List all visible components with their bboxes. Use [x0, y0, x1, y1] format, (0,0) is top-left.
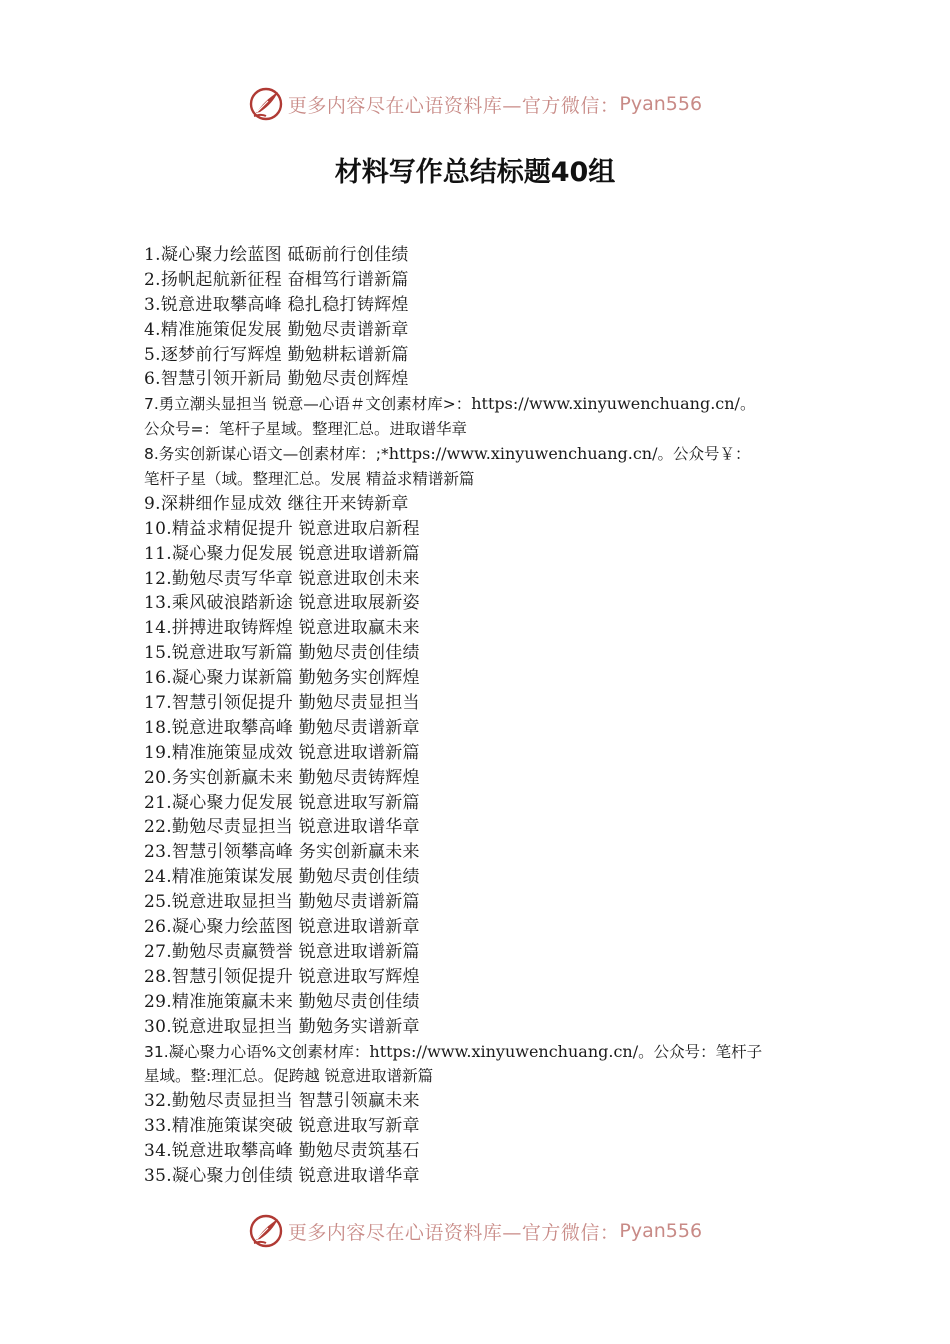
- list-item: 5.逐梦前行写辉煌 勤勉耕耘谱新篇: [144, 344, 409, 365]
- list-item: 星域。整:理汇总。促跨越 锐意进取谱新篇: [144, 1067, 434, 1086]
- list-item-text: 。: [739, 395, 756, 414]
- list-item: 笔杆子星（域。整理汇总。发展 精益求精谱新篇: [144, 470, 475, 489]
- list-item-text: 。公众号：笔杆子: [638, 1042, 763, 1061]
- list-item: 32.勤勉尽责显担当 智慧引领赢未来: [144, 1091, 420, 1112]
- watermark-wechat-id: Pyan556: [619, 93, 703, 115]
- list-item-text: 8.务实创新谋心语文—创素材库：;*: [144, 445, 389, 464]
- list-item: 22.勤勉尽责显担当 锐意进取谱华章: [144, 817, 420, 838]
- list-item: 34.锐意进取攀高峰 勤勉尽责筑基石: [144, 1141, 420, 1162]
- list-item: 29.精准施策赢未来 勤勉尽责创佳绩: [144, 991, 420, 1012]
- list-item: 27.勤勉尽责赢赞誉 锐意进取谱新篇: [144, 941, 420, 962]
- list-item: 17.智慧引领促提升 勤勉尽责显担当: [144, 693, 420, 714]
- watermark-text: 更多内容尽在心语资料库—官方微信：: [287, 1221, 620, 1244]
- list-item: 23.智慧引领攀高峰 务实创新赢未来: [144, 842, 420, 863]
- list-item: 6.智慧引领开新局 勤勉尽责创辉煌: [144, 369, 409, 390]
- watermark-banner-top: [0, 84, 950, 124]
- watermark-wechat-id: Pyan556: [619, 1220, 703, 1242]
- list-item: [144, 442, 824, 467]
- list-item: 2.扬帆起航新征程 奋楫笃行谱新篇: [144, 269, 409, 290]
- list-item: 28.智慧引领促提升 锐意进取写辉煌: [144, 966, 420, 987]
- quill-logo-icon: [248, 1213, 284, 1249]
- list-item: 3.锐意进取攀高峰 稳扎稳打铸辉煌: [144, 294, 409, 315]
- list-item-text: 31.凝心聚力心语%文创素材库：: [144, 1042, 370, 1061]
- list-item: [144, 392, 824, 417]
- document-title: 材料写作总结标题40组: [334, 157, 616, 188]
- list-item: 4.精准施策促发展 勤勉尽责谱新章: [144, 319, 409, 340]
- list-item-text: 7.勇立潮头显担当 锐意—心语＃文创素材库>：: [144, 395, 472, 414]
- title-list: [144, 243, 824, 1189]
- list-item: 20.务实创新赢未来 勤勉尽责铸辉煌: [144, 767, 420, 788]
- list-item: 19.精准施策显成效 锐意进取谱新篇: [144, 742, 420, 763]
- watermark-banner-bottom: [0, 1211, 950, 1251]
- list-item: 26.凝心聚力绘蓝图 锐意进取谱新章: [144, 917, 420, 938]
- watermark-text: 更多内容尽在心语资料库—官方微信：: [287, 94, 620, 117]
- list-item: 13.乘风破浪踏新途 锐意进取展新姿: [144, 593, 420, 614]
- website-url: https://www.xinyuwenchuang.cn/: [369, 1041, 639, 1061]
- website-url: https://www.xinyuwenchuang.cn/: [388, 444, 658, 464]
- list-item: 33.精准施策谋突破 锐意进取写新章: [144, 1116, 420, 1137]
- list-item: 9.深耕细作显成效 继往开来铸新章: [144, 493, 409, 514]
- list-item-text: 。公众号￥：: [657, 445, 751, 464]
- list-item: 15.锐意进取写新篇 勤勉尽责创佳绩: [144, 643, 420, 664]
- list-item: 1.凝心聚力绘蓝图 砥砺前行创佳绩: [144, 245, 409, 265]
- list-item: 11.凝心聚力促发展 锐意进取谱新篇: [144, 543, 420, 564]
- list-item: [144, 1040, 824, 1065]
- quill-logo-icon: [248, 86, 284, 122]
- list-item: 24.精准施策谋发展 勤勉尽责创佳绩: [144, 867, 420, 888]
- list-item: 10.精益求精促提升 锐意进取启新程: [144, 518, 420, 539]
- list-item: 12.勤勉尽责写华章 锐意进取创未来: [144, 568, 420, 589]
- list-item: 18.锐意进取攀高峰 勤勉尽责谱新章: [144, 717, 420, 738]
- list-item: 35.凝心聚力创佳绩 锐意进取谱华章: [144, 1165, 420, 1186]
- list-item: 公众号=：笔杆子星域。整理汇总。进取谱华章: [144, 420, 467, 439]
- list-item: 16.凝心聚力谋新篇 勤勉务实创辉煌: [144, 668, 420, 689]
- list-item: 14.拼搏进取铸辉煌 锐意进取赢未来: [144, 618, 420, 639]
- list-item: 25.锐意进取显担当 勤勉尽责谱新篇: [144, 892, 420, 913]
- website-url: https://www.xinyuwenchuang.cn/: [471, 394, 740, 414]
- list-item: 21.凝心聚力促发展 锐意进取写新篇: [144, 792, 420, 813]
- list-item: 30.锐意进取显担当 勤勉务实谱新章: [144, 1016, 420, 1037]
